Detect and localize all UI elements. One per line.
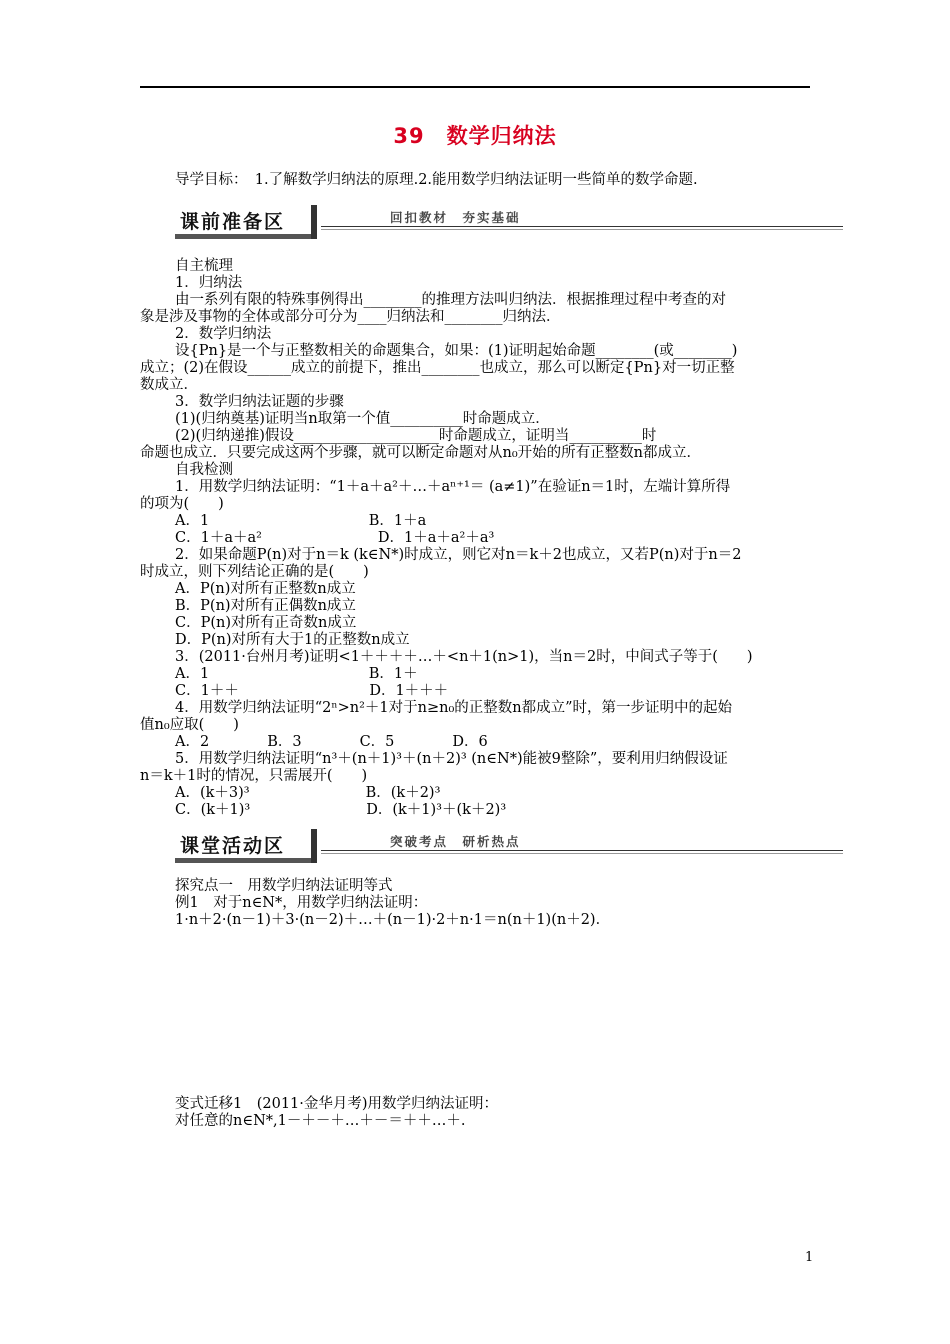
question-3: 3．(2011·台州月考)证明<1＋＋＋＋…＋<n＋1(n>1)，当n＝2时，中间式子等于( ) (175, 649, 753, 665)
explore-point-heading: 探究点一 用数学归纳法证明等式 (175, 878, 393, 894)
text-line: 值n₀应取( ) (140, 717, 239, 733)
learning-goal: 导学目标： 1.了解数学归纳法的原理.2.能用数学归纳法证明一些简单的数学命题. (175, 172, 698, 188)
variation-transfer (140, 1096, 820, 1130)
answer-options: A．2 B．3 C．5 D．6 (175, 734, 488, 750)
banner-label: 课前准备区 (180, 211, 286, 233)
page-title: 39 数学归纳法 (393, 124, 557, 148)
banner-rule-secondary (321, 853, 843, 854)
text-line: 时成立，则下列结论正确的是( ) (140, 564, 369, 580)
banner-box (175, 829, 310, 859)
heading-self-check: 自我检测 (175, 462, 233, 478)
answer-options: A．(k＋3)³ B．(k＋2)³ (175, 785, 441, 801)
section-class-content (140, 878, 820, 929)
heading-self-review: 自主梳理 (175, 258, 233, 274)
text-line: 象是涉及事物的全体或部分可分为____归纳法和________归纳法． (140, 309, 561, 325)
banner-rule-secondary (321, 229, 843, 230)
text-line: 数成立． (140, 377, 198, 393)
answer-option: A．P(n)对所有正整数n成立 (175, 581, 356, 597)
variation-1-statement: 对任意的n∈N*,1－＋－＋…＋－＝＋＋…＋. (175, 1113, 466, 1129)
text-line: 设{Pn}是一个与正整数相关的命题集合，如果：(1)证明起始命题________(或________) (175, 343, 738, 359)
answer-options: C．1＋＋ D．1＋＋＋ (175, 683, 449, 699)
banner-separator (311, 829, 317, 863)
banner-separator (311, 205, 317, 239)
example-1-equation: 1·n＋2·(n－1)＋3·(n－2)＋…＋(n－1)·2＋n·1＝n(n＋1)(n＋2)． (175, 912, 611, 928)
text-line: n＝k＋1时的情况，只需展开( ) (140, 768, 368, 784)
banner-rule (321, 850, 843, 851)
answer-options: A．1 B．1＋a (175, 513, 427, 529)
example-1: 例1 对于n∈N*，用数学归纳法证明： (175, 895, 428, 911)
section-banner-class (175, 829, 843, 859)
text-line: 1．归纳法 (175, 275, 243, 291)
question-5: 5．用数学归纳法证明“n³＋(n＋1)³＋(n＋2)³ (n∈N*)能被9整除”，要利用归纳假设证 (175, 751, 728, 767)
banner-underline (175, 234, 311, 239)
answer-option: B．P(n)对所有正偶数n成立 (175, 598, 356, 614)
answer-options: C．(k＋1)³ D．(k＋1)³＋(k＋2)³ (175, 802, 507, 818)
answer-options: C．1＋a＋a² D．1＋a＋a²＋a³ (175, 530, 495, 546)
text-line: (1)(归纳奠基)证明当n取第一个值__________时命题成立． (175, 411, 550, 427)
banner-underline (175, 858, 311, 863)
question-1: 1．用数学归纳法证明：“1＋a＋a²＋…＋aⁿ⁺¹＝ (a≠1)”在验证n＝1时，左端计算所得 (175, 479, 731, 495)
section-prep-content (140, 258, 820, 819)
text-line: 的项为( ) (140, 496, 224, 512)
text-line: 3．数学归纳法证题的步骤 (175, 394, 344, 410)
variation-1-heading: 变式迁移1 (2011·金华月考)用数学归纳法证明： (175, 1096, 499, 1112)
question-4: 4．用数学归纳法证明“2ⁿ>n²＋1对于n≥n₀的正整数n都成立”时，第一步证明中的起始 (175, 700, 733, 716)
text-line: 由一系列有限的特殊事例得出________的推理方法叫归纳法．根据推理过程中考查的对 (175, 292, 726, 308)
banner-subtitle: 回扣教材 夯实基础 (390, 210, 521, 225)
page-number: 1 (805, 1250, 814, 1265)
text-line: 命题也成立．只要完成这两个步骤，就可以断定命题对从n₀开始的所有正整数n都成立． (140, 445, 701, 461)
answer-option: D．P(n)对所有大于1的正整数n成立 (175, 632, 410, 648)
text-line: 成立；(2)在假设______成立的前提下，推出________也成立，那么可以断定{Pn}对一切正整 (140, 360, 735, 376)
answer-options: A．1 B．1＋ (175, 666, 418, 682)
answer-option: C．P(n)对所有正奇数n成立 (175, 615, 357, 631)
top-rule (140, 86, 810, 88)
banner-box (175, 205, 310, 235)
text-line: (2)(归纳递推)假设____________________时命题成立，证明当__________时 (175, 428, 657, 444)
text-line: 2．数学归纳法 (175, 326, 272, 342)
banner-label: 课堂活动区 (180, 835, 286, 857)
question-2: 2．如果命题P(n)对于n＝k (k∈N*)时成立，则它对n＝k＋2也成立，又若P(n)对于n＝2 (175, 547, 742, 563)
banner-subtitle: 突破考点 研析热点 (390, 834, 521, 849)
banner-rule (321, 226, 843, 227)
section-banner-prep (175, 205, 843, 235)
